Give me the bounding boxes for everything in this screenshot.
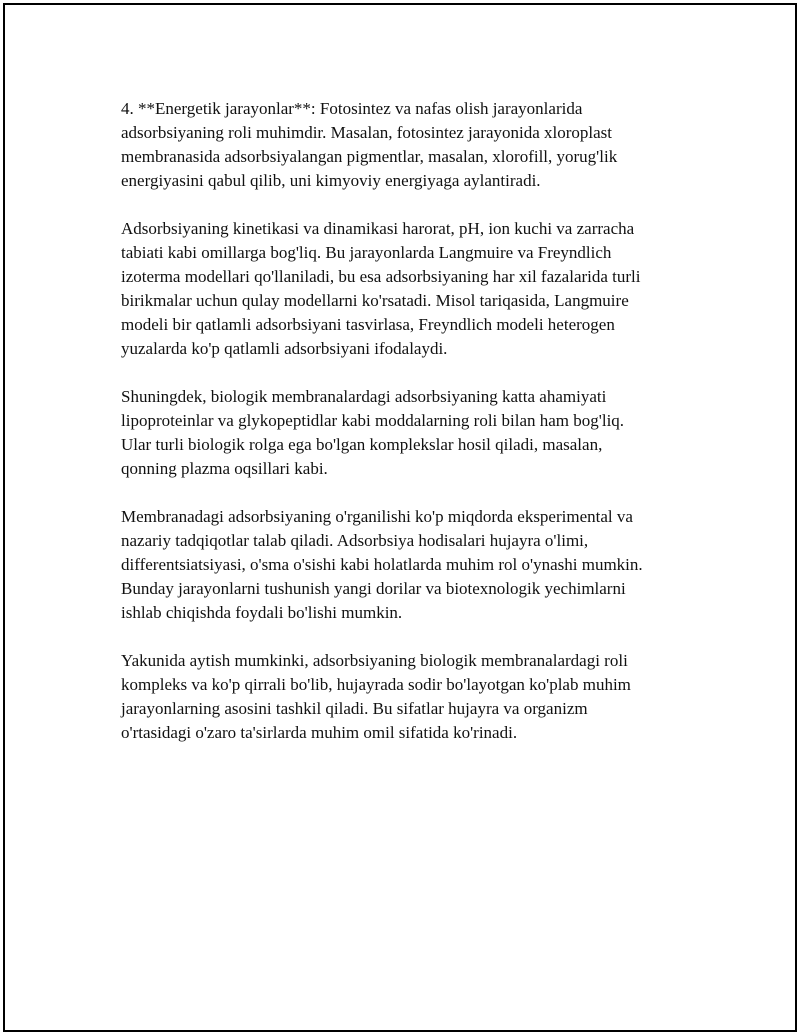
text-line: Yakunida aytish mumkinki, adsorbsiyaning biologik membranalardagi roli (121, 651, 628, 670)
page-frame (3, 3, 797, 1032)
text-line: Shuningdek, biologik membranalardagi adsorbsiyaning katta ahamiyati (121, 387, 607, 406)
text-line: jarayonlarning asosini tashkil qiladi. Bu sifatlar hujayra va organizm (121, 699, 588, 718)
text-line: membranasida adsorbsiyalangan pigmentlar, masalan, xlorofill, yorug'lik (121, 147, 618, 166)
text-line: o'rtasidagi o'zaro ta'sirlarda muhim omil sifatida ko'rinadi. (121, 723, 518, 742)
paragraph-energetic-processes (121, 97, 701, 193)
text-line: yuzalarda ko'p qatlamli adsorbsiyani ifodalaydi. (121, 339, 448, 358)
text-line: modeli bir qatlamli adsorbsiyani tasvirlasa, Freyndlich modeli heterogen (121, 315, 615, 334)
paragraph-lipoproteins (121, 385, 701, 481)
text-line: lipoproteinlar va glykopeptidlar kabi moddalarning roli bilan ham bog'liq. (121, 411, 625, 430)
text-line: nazariy tadqiqotlar talab qiladi. Adsorbsiya hodisalari hujayra o'limi, (121, 531, 589, 550)
text-line: izoterma modellari qo'llaniladi, bu esa adsorbsiyaning har xil fazalarida turli (121, 267, 641, 286)
text-line: Bunday jarayonlarni tushunish yangi dorilar va biotexnologik yechimlarni (121, 579, 626, 598)
paragraph-conclusion (121, 649, 701, 745)
paragraph-research (121, 505, 701, 625)
text-line: energiyasini qabul qilib, uni kimyoviy energiyaga aylantiradi. (121, 171, 541, 190)
text-line: 4. **Energetik jarayonlar**: Fotosintez va nafas olish jarayonlarida (121, 99, 583, 118)
text-line: birikmalar uchun qulay modellarni ko'rsatadi. Misol tariqasida, Langmuire (121, 291, 629, 310)
text-line: Adsorbsiyaning kinetikasi va dinamikasi harorat, pH, ion kuchi va zarracha (121, 219, 635, 238)
document-body (121, 97, 701, 769)
paragraph-kinetics (121, 217, 701, 361)
text-line: tabiati kabi omillarga bog'liq. Bu jarayonlarda Langmuire va Freyndlich (121, 243, 612, 262)
text-line: differentsiatsiyasi, o'sma o'sishi kabi holatlarda muhim rol o'ynashi mumkin. (121, 555, 643, 574)
text-line: kompleks va ko'p qirrali bo'lib, hujayrada sodir bo'layotgan ko'plab muhim (121, 675, 631, 694)
text-line: ishlab chiqishda foydali bo'lishi mumkin. (121, 603, 403, 622)
text-line: Membranadagi adsorbsiyaning o'rganilishi ko'p miqdorda eksperimental va (121, 507, 633, 526)
text-line: adsorbsiyaning roli muhimdir. Masalan, fotosintez jarayonida xloroplast (121, 123, 613, 142)
text-line: qonning plazma oqsillari kabi. (121, 459, 328, 478)
text-line: Ular turli biologik rolga ega bo'lgan komplekslar hosil qiladi, masalan, (121, 435, 603, 454)
